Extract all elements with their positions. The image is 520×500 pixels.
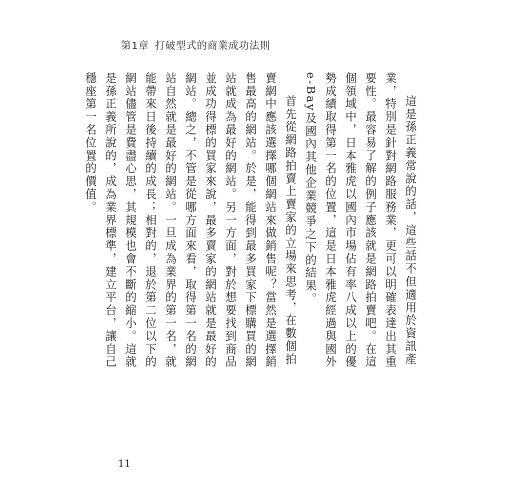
chapter-label: 第1章 — [121, 41, 149, 52]
page-number: 11 — [118, 459, 131, 470]
paragraph-2: 首先從網路拍賣上賣家的立場來思考，在數個拍賣網中應該選擇哪個網站來做銷售呢？當然是選擇銷售最高的網站。於是，能得到最多買家下標購買的網站就成為最好的網站。另一方面，對於想要找到商品並成功得標的買家來說，最多賣家的網站就是最好的網站。總之，不管是從哪方面來看，取得第一名的網站自然就是最好的網站。一旦成為業界的第一名，就能帶來日後持續的成長；相對的，退於第二位以下的網站儘管是費盡心思，其規模也會不斷的縮小。這就是孫正義所說的，成為業界標準，建立平台，讓自己穩座第一名位置的價值。 — [84, 72, 297, 369]
chapter-title: 打破型式的商業成功法則 — [154, 41, 271, 52]
running-header — [121, 37, 270, 52]
vertical-body-text — [84, 72, 420, 377]
paragraph-1: 這是孫正義常說的話，這些話不但適用於資訊產業，特別是針對網路服務業，更可以明確表達出其重要性。最容易了解的例子應該就是網路拍賣吧。在這個領域中，日本雅虎以國內市場佔有率八成以上的優勢成績取得第一名的位置，這是日本雅虎經過與國外e-Bay及國內其他企業競爭之下的結果。 — [304, 72, 417, 369]
